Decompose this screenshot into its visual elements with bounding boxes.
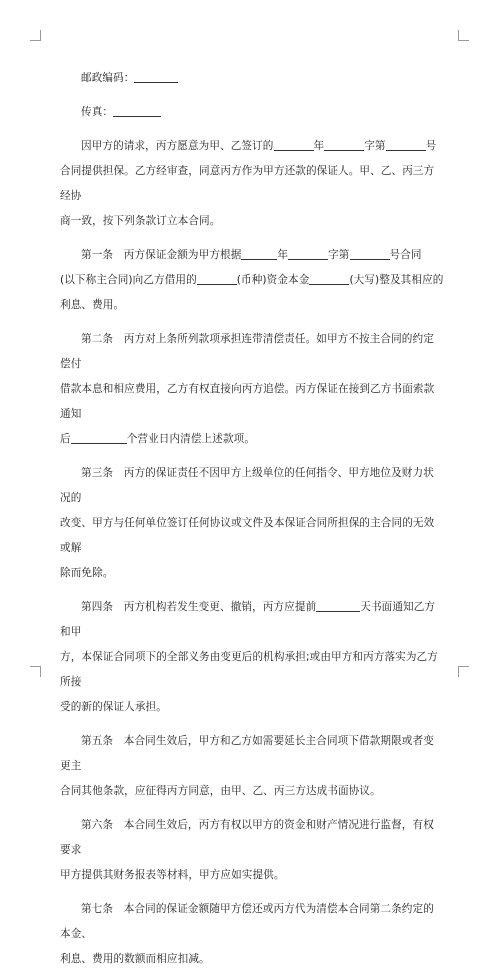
text-segment: 第二条 丙方对上条所列款项承担连带清偿责任。如甲方不按主合同的约定偿付 bbox=[60, 333, 434, 370]
blank bbox=[324, 138, 364, 151]
blank bbox=[386, 138, 426, 151]
text-segment: 第五条 本合同生效后，甲方和乙方如需要延长主合同项下借款期限或者变更主 bbox=[60, 735, 434, 772]
article-3 bbox=[60, 461, 444, 586]
text-segment: 第六条 本合同生效后，丙方有权以甲方的资金和财产情况进行监督，有权要求 bbox=[60, 819, 434, 856]
blank bbox=[350, 247, 390, 260]
text-segment: 第三条 丙方的保证责任不因甲方上级单位的任何指令、甲方地位及财力状况的 bbox=[60, 467, 434, 504]
text-segment: 合同提供担保。乙方经审查，同意丙方作为甲方还款的保证人。甲、乙、丙三方经协 bbox=[60, 165, 435, 202]
text-segment: 商一致，按下列条款订立本合同。 bbox=[60, 215, 221, 227]
text-segment: 除而免除。 bbox=[60, 567, 114, 579]
crop-mark-top-left bbox=[30, 30, 41, 41]
crop-mark-bottom-left bbox=[30, 666, 41, 677]
postcode-blank bbox=[134, 70, 178, 83]
article-7 bbox=[60, 897, 444, 972]
fax-line bbox=[60, 100, 444, 125]
text-segment: 字第 bbox=[328, 249, 350, 261]
text-segment: 天书面通知乙方和甲 bbox=[60, 601, 436, 638]
text-segment: 字第 bbox=[364, 140, 386, 152]
text-segment: 利息、费用。 bbox=[60, 299, 125, 311]
text-segment: 邮政编码： bbox=[81, 72, 135, 84]
text-segment: 甲方提供其财务报表等材料，甲方应如实提供。 bbox=[60, 869, 285, 881]
text-segment: 年 bbox=[313, 140, 325, 152]
blank bbox=[274, 138, 314, 151]
text-segment: (以下称主合同)向乙方借用的 bbox=[60, 274, 197, 286]
text-segment: 传真： bbox=[81, 106, 114, 118]
text-segment: 年 bbox=[277, 249, 289, 261]
text-segment: (大写)整及其相应的 bbox=[349, 274, 444, 286]
text-segment: 因甲方的请求，丙方愿意为甲、乙签订的 bbox=[81, 140, 274, 152]
blank bbox=[316, 599, 360, 612]
article-4 bbox=[60, 595, 444, 720]
crop-mark-top-right bbox=[458, 30, 469, 41]
blank bbox=[241, 247, 277, 260]
text-segment: 后 bbox=[60, 433, 71, 445]
fax-blank bbox=[113, 104, 161, 117]
text-segment: 第七条 本合同的保证金额随甲方偿还或丙方代为清偿本合同第二条约定的本金、 bbox=[60, 903, 434, 940]
text-segment: 借款本息和相应费用，乙方有权直接向丙方追偿。丙方保证在接到乙方书面索款通知 bbox=[60, 383, 435, 420]
text-segment: 号合同 bbox=[389, 249, 422, 261]
blank bbox=[71, 431, 127, 444]
document-body bbox=[60, 66, 444, 972]
article-5 bbox=[60, 729, 444, 804]
intro-paragraph bbox=[60, 134, 444, 234]
blank bbox=[288, 247, 328, 260]
text-segment: 号 bbox=[425, 140, 437, 152]
article-1 bbox=[60, 243, 444, 318]
postcode-line bbox=[60, 66, 444, 91]
text-segment: 受的新的保证人承担。 bbox=[60, 701, 167, 713]
article-2 bbox=[60, 327, 444, 452]
text-segment: (币种)资金本金 bbox=[236, 274, 310, 286]
article-6 bbox=[60, 813, 444, 888]
text-segment: 改变、甲方与任何单位签订任何协议或文件及本保证合同所担保的主合同的无效或解 bbox=[60, 517, 435, 554]
text-segment: 第四条 丙方机构若发生变更、撤销，丙方应提前 bbox=[81, 601, 317, 613]
blank bbox=[197, 272, 237, 285]
blank bbox=[309, 272, 349, 285]
text-segment: 方，本保证合同项下的全部义务由变更后的机构承担;或由甲方和丙方落实为乙方所接 bbox=[60, 651, 438, 688]
text-segment: 个营业日内清偿上述款项。 bbox=[126, 433, 256, 445]
text-segment: 合同其他条款，应征得丙方同意，由甲、乙、丙三方达成书面协议。 bbox=[60, 785, 381, 797]
text-segment: 利息、费用的数额而相应扣减。 bbox=[60, 953, 210, 965]
crop-mark-bottom-right bbox=[458, 666, 469, 677]
text-segment: 第一条 丙方保证金额为甲方根据 bbox=[81, 249, 242, 261]
